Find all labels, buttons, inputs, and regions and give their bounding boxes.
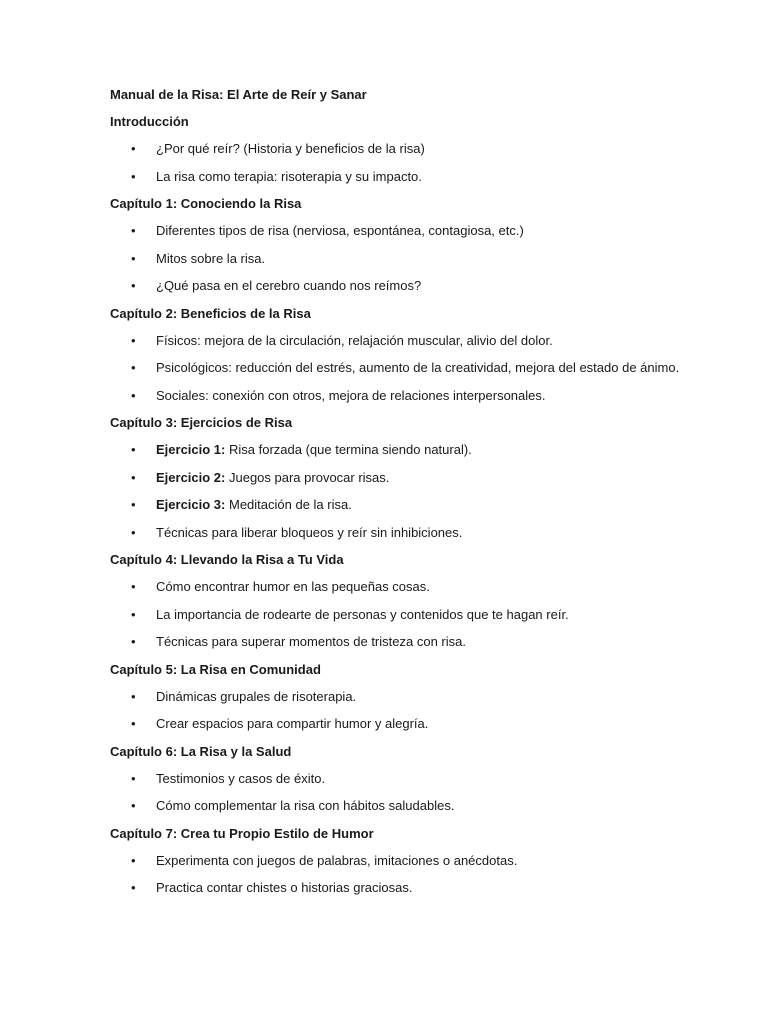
list-item — [110, 606, 688, 624]
section — [110, 414, 688, 542]
list-item-text: Cómo complementar la risa con hábitos saludables. — [156, 798, 455, 813]
list-item — [110, 140, 688, 158]
bullet-list — [110, 688, 688, 734]
section — [110, 551, 688, 651]
list-item-text: La risa como terapia: risoterapia y su impacto. — [156, 168, 422, 184]
list-item-text: ¿Por qué reír? (Historia y beneficios de la risa) — [156, 141, 425, 156]
list-item-text: Técnicas para superar momentos de tristeza con risa. — [156, 634, 466, 649]
section — [110, 743, 688, 816]
section-heading: Capítulo 7: Crea tu Propio Estilo de Humor — [110, 825, 374, 841]
list-item — [110, 250, 688, 268]
list-item-text: Cómo encontrar humor en las pequeñas cosas. — [156, 579, 430, 594]
section-heading: Capítulo 3: Ejercicios de Risa — [110, 415, 293, 430]
list-item — [110, 797, 688, 815]
list-item — [110, 633, 688, 651]
bullet-list — [110, 770, 688, 816]
list-item-text: Crear espacios para compartir humor y alegría. — [156, 716, 429, 731]
bullet-list — [110, 140, 688, 186]
section-heading: Capítulo 6: La Risa y la Salud — [110, 743, 292, 759]
section — [110, 661, 688, 734]
list-item-bold-label: Ejercicio 2: — [156, 469, 226, 485]
list-item — [110, 879, 688, 897]
list-item — [110, 332, 688, 350]
list-item-text: Mitos sobre la risa. — [156, 250, 266, 266]
list-item — [110, 387, 688, 405]
list-item-text: Meditación de la risa. — [225, 497, 352, 512]
section-heading: Introducción — [110, 114, 189, 129]
bullet-list — [110, 441, 688, 542]
list-item — [110, 359, 688, 377]
section-heading: Capítulo 4: Llevando la Risa a Tu Vida — [110, 552, 344, 567]
bullet-list — [110, 332, 688, 405]
list-item-bold-label: Ejercicio 3: — [156, 497, 226, 512]
list-item-text: ¿Qué pasa en el cerebro cuando nos reímos? — [156, 278, 422, 293]
document-title: Manual de la Risa: El Arte de Reír y Sanar — [110, 87, 367, 102]
list-item-bold-label: Ejercicio 1: — [156, 442, 226, 457]
list-item-text: Risa forzada (que termina siendo natural). — [225, 442, 472, 457]
list-item-text: Dinámicas grupales de risoterapia. — [156, 688, 357, 704]
list-item — [110, 168, 688, 186]
list-item-text: Técnicas para liberar bloqueos y reír sin inhibiciones. — [156, 524, 463, 540]
section — [110, 113, 688, 186]
list-item-text: Experimenta con juegos de palabras, imitaciones o anécdotas. — [156, 852, 518, 868]
list-item-text: Psicológicos: reducción del estrés, aumento de la creatividad, mejora del estado de ánimo. — [156, 360, 680, 375]
list-item — [110, 852, 688, 870]
list-item — [110, 441, 688, 459]
list-item-text: Practica contar chistes o historias graciosas. — [156, 880, 413, 895]
list-item — [110, 277, 688, 295]
section-heading: Capítulo 1: Conociendo la Risa — [110, 196, 302, 211]
list-item-text: Juegos para provocar risas. — [225, 469, 390, 485]
list-item-text: Diferentes tipos de risa (nerviosa, espontánea, contagiosa, etc.) — [156, 223, 524, 238]
bullet-list — [110, 852, 688, 898]
list-item — [110, 770, 688, 788]
list-item-text: Sociales: conexión con otros, mejora de relaciones interpersonales. — [156, 387, 546, 403]
list-item — [110, 469, 688, 487]
document-body — [110, 113, 688, 897]
list-item — [110, 715, 688, 733]
list-item — [110, 578, 688, 596]
section — [110, 305, 688, 405]
bullet-list — [110, 578, 688, 651]
list-item — [110, 496, 688, 514]
list-item — [110, 524, 688, 542]
section — [110, 195, 688, 295]
list-item-text: La importancia de rodearte de personas y contenidos que te hagan reír. — [156, 606, 569, 622]
section — [110, 825, 688, 898]
list-item-text: Físicos: mejora de la circulación, relajación muscular, alivio del dolor. — [156, 332, 553, 348]
list-item — [110, 688, 688, 706]
list-item-text: Testimonios y casos de éxito. — [156, 770, 326, 786]
list-item — [110, 222, 688, 240]
section-heading: Capítulo 5: La Risa en Comunidad — [110, 661, 321, 677]
section-heading: Capítulo 2: Beneficios de la Risa — [110, 305, 311, 321]
bullet-list — [110, 222, 688, 295]
